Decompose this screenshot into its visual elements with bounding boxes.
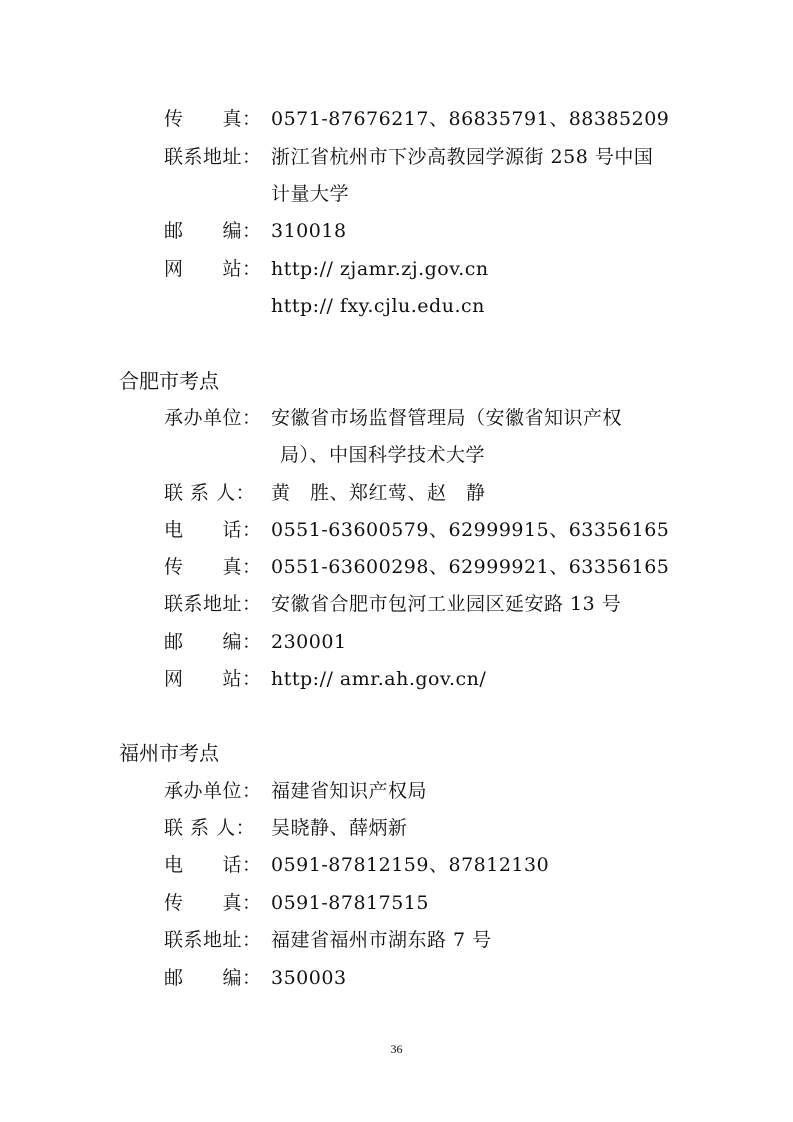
organizer-value: 安徽省市场监督管理局（安徽省知识产权 — [271, 407, 623, 429]
website-link[interactable]: http:// zjamr.zj.gov.cn — [271, 258, 489, 280]
field-label: 电 话： — [164, 854, 262, 876]
field-label: 网 站： — [164, 258, 262, 280]
field-label: 承办单位： — [164, 407, 262, 429]
field-label: 联系地址： — [164, 146, 262, 168]
address-value: 安徽省合肥市包河工业园区延安路 13 号 — [271, 593, 622, 615]
phone-value: 0551-63600579、62999915、63356165 — [271, 519, 670, 541]
organizer-value: 福建省知识产权局 — [271, 780, 428, 802]
hefei-heading: 合肥市考点 — [119, 369, 219, 393]
fax-value: 0551-63600298、62999921、63356165 — [271, 556, 670, 578]
field-label: 邮 编： — [164, 631, 262, 653]
contact-value: 黄 胜、郑红莺、赵 静 — [271, 482, 486, 504]
phone-value: 0591-87812159、87812130 — [271, 854, 550, 876]
fuzhou-heading: 福州市考点 — [119, 741, 219, 765]
fax-value: 0591-87817515 — [271, 892, 429, 914]
field-label: 联 系 人： — [164, 482, 256, 504]
address-value: 福建省福州市湖东路 7 号 — [271, 929, 492, 951]
hangzhou-website-link-2[interactable]: http:// fxy.cjlu.edu.cn — [271, 295, 485, 317]
field-label: 传 真： — [164, 108, 262, 130]
website-link[interactable]: http:// amr.ah.gov.cn/ — [271, 668, 487, 690]
field-label: 邮 编： — [164, 220, 262, 242]
hangzhou-address-continuation: 计量大学 — [271, 183, 350, 205]
field-label: 网 站： — [164, 668, 262, 690]
hefei-organizer-continuation: 局）、中国科学技术大学 — [280, 444, 486, 466]
field-label: 承办单位： — [164, 780, 262, 802]
address-value: 浙江省杭州市下沙高教园学源街 258 号中国 — [271, 146, 654, 168]
field-label: 联系地址： — [164, 593, 262, 615]
postcode-value: 350003 — [271, 967, 347, 989]
field-label: 邮 编： — [164, 967, 262, 989]
postcode-value: 310018 — [271, 220, 347, 242]
field-label: 联系地址： — [164, 929, 262, 951]
field-label: 电 话： — [164, 519, 262, 541]
field-label: 传 真： — [164, 892, 262, 914]
fax-value: 0571-87676217、86835791、88385209 — [271, 108, 670, 130]
contact-value: 吴晓静、薛炳新 — [271, 817, 408, 839]
page-number: 36 — [390, 1042, 403, 1056]
field-label: 联 系 人： — [164, 817, 256, 839]
field-label: 传 真： — [164, 556, 262, 578]
postcode-value: 230001 — [271, 631, 347, 653]
